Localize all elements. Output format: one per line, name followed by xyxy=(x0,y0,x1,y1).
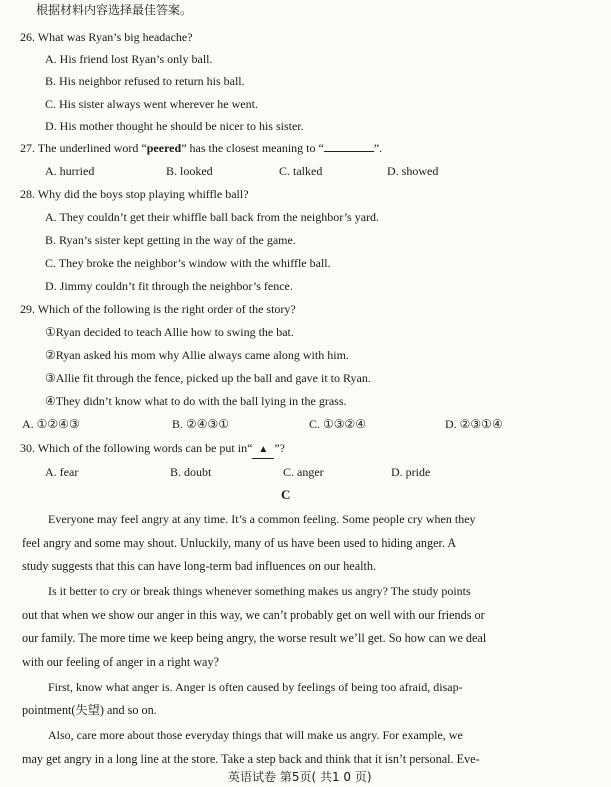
section-c-heading: C xyxy=(281,487,291,502)
question-29-option-b: B. ②④③① xyxy=(172,417,230,431)
question-26-option-c: C. His sister always went wherever he went. xyxy=(45,97,258,111)
passage-line: our family. The more time we keep being angry, the worse result we’ll get. So how can we deal xyxy=(22,631,487,645)
question-26-option-d: D. His mother thought he should be nicer to his sister. xyxy=(45,119,304,133)
question-27-option-d: D. showed xyxy=(387,164,439,178)
passage-line: Everyone may feel angry at any time. It’s a common feeling. Some people cry when they xyxy=(48,512,476,526)
question-28-option-b: B. Ryan’s sister kept getting in the way of the game. xyxy=(45,233,296,247)
question-30-option-a: A. fear xyxy=(45,465,79,479)
question-27-stem-post: ”. xyxy=(373,141,383,155)
question-29-event-3: ③Allie fit through the fence, picked up the ball and gave it to Ryan. xyxy=(45,371,371,385)
question-27-option-c: C. talked xyxy=(279,164,323,178)
question-27-underlined-word: peered xyxy=(146,141,182,155)
answer-blank xyxy=(324,141,374,152)
question-27-option-a: A. hurried xyxy=(45,164,95,178)
triangle-blank-icon: ▲ xyxy=(252,442,274,459)
question-29-option-d: D. ②③①④ xyxy=(445,417,503,431)
question-29-event-4: ④They didn’t know what to do with the ball lying in the grass. xyxy=(45,394,347,408)
question-27-stem-pre: 27. The underlined word “ xyxy=(20,141,147,155)
instruction: 根据材料内容选择最佳答案。 xyxy=(36,3,193,17)
passage-line: Also, care more about those everyday things that will make us angry. For example, we xyxy=(48,728,463,742)
question-29-option-c: C. ①③②④ xyxy=(309,417,367,431)
page-footer: 英语试卷 第5页( 共1 0 页) xyxy=(228,770,372,784)
passage-line: feel angry and some may shout. Unluckily, many of us have been used to hiding anger. A xyxy=(22,536,457,550)
question-30-option-d: D. pride xyxy=(391,465,431,479)
passage-line: pointment(失望) and so on. xyxy=(22,703,157,717)
passage-line: out that when we show our anger in this way, we can’t probably get on well with our friends or xyxy=(22,608,485,622)
question-30-stem-pre: 30. Which of the following words can be put in“ xyxy=(20,441,253,455)
question-30-stem xyxy=(20,440,285,459)
passage-line: with our feeling of anger in a right way? xyxy=(22,655,219,669)
question-27-stem-mid: ” has the closest meaning to “ xyxy=(181,141,324,155)
question-30-option-b: B. doubt xyxy=(170,465,212,479)
question-29-option-a: A. ①②④③ xyxy=(22,417,80,431)
question-30-option-c: C. anger xyxy=(283,465,324,479)
question-26-option-a: A. His friend lost Ryan’s only ball. xyxy=(45,52,213,66)
question-27-stem xyxy=(20,140,382,156)
question-29-event-2: ②Ryan asked his mom why Allie always came along with him. xyxy=(45,348,349,362)
passage-line: First, know what anger is. Anger is often caused by feelings of being too afraid, disap- xyxy=(48,680,463,694)
question-29-stem: 29. Which of the following is the right order of the story? xyxy=(20,302,296,316)
question-28-option-d: D. Jimmy couldn’t fit through the neighbor’s fence. xyxy=(45,279,293,293)
passage-line: may get angry in a long line at the store. Take a step back and think that it isn’t personal. Eve- xyxy=(22,752,480,766)
question-28-option-c: C. They broke the neighbor’s window with the whiffle ball. xyxy=(45,256,331,270)
question-30-stem-post: ”? xyxy=(274,441,285,455)
question-28-option-a: A. They couldn’t get their whiffle ball back from the neighbor’s yard. xyxy=(45,210,380,224)
question-27-option-b: B. looked xyxy=(166,164,213,178)
passage-line: study suggests that this can have long-term bad influences on our health. xyxy=(22,559,377,573)
question-26-option-b: B. His neighbor refused to return his ball. xyxy=(45,74,245,88)
question-28-stem: 28. Why did the boys stop playing whiffle ball? xyxy=(20,187,249,201)
passage-line: Is it better to cry or break things whenever something makes us angry? The study points xyxy=(48,584,471,598)
question-26-stem: 26. What was Ryan’s big headache? xyxy=(20,30,193,44)
question-29-event-1: ①Ryan decided to teach Allie how to swing the bat. xyxy=(45,325,294,339)
